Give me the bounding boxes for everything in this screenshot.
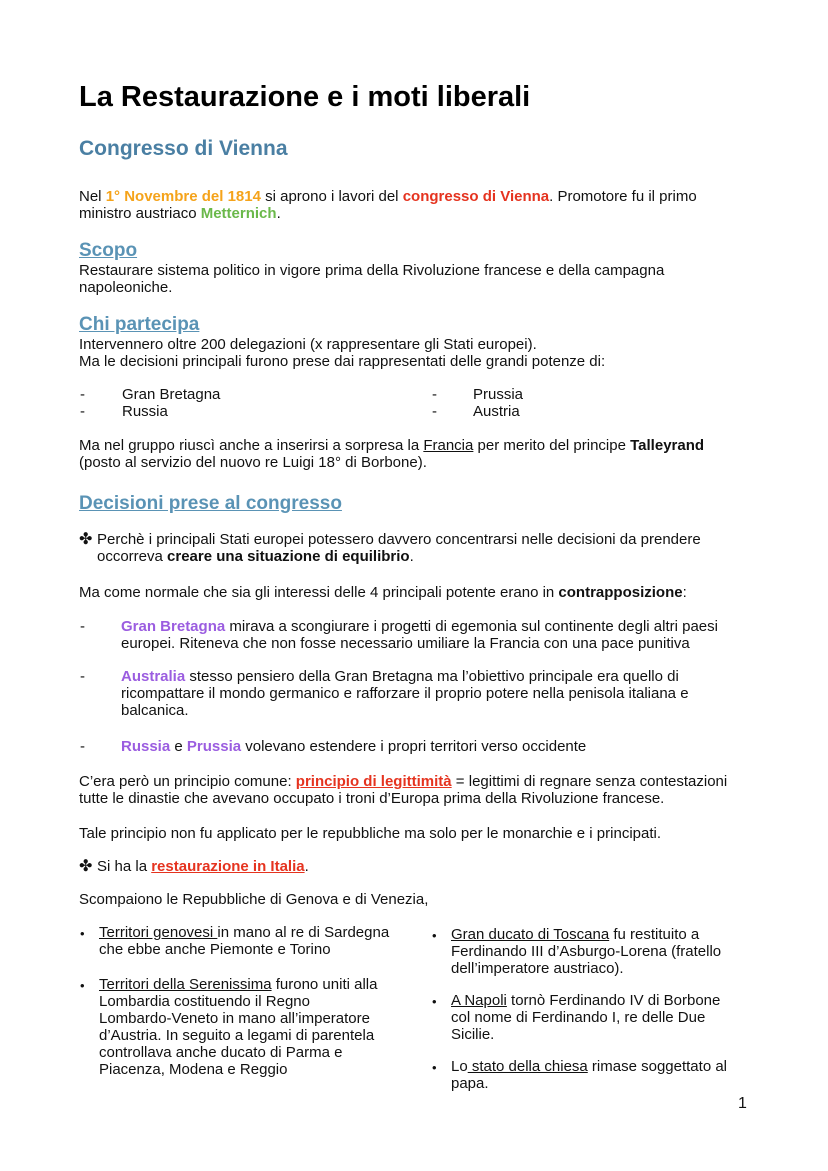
- napoli-item: [451, 992, 771, 1043]
- dash-marker: -: [80, 738, 85, 755]
- chiesa-item: [451, 1058, 771, 1092]
- dash-marker: -: [80, 668, 85, 685]
- text: Sicilie.: [451, 1026, 495, 1043]
- text: europei. Riteneva che non fosse necessario umiliare la Francia con una pace punitiva: [121, 635, 690, 652]
- legittimita-highlight: principio di legittimità: [295, 773, 452, 790]
- francia-paragraph: [79, 437, 769, 471]
- country-highlight: Prussia: [186, 738, 242, 755]
- page-number: 1: [738, 1095, 747, 1112]
- text: in mano al re di Sardegna: [217, 924, 390, 941]
- power-item: Russia: [122, 403, 168, 420]
- underlined-text: Territori della Serenissima: [99, 976, 272, 993]
- bold-text: contrapposizione: [558, 584, 683, 601]
- text: per merito del principe: [473, 437, 631, 454]
- text: mirava a scongiurare i progetti di egemonia sul continente degli altri paesi: [225, 618, 718, 635]
- text: Si ha la: [97, 858, 152, 875]
- flower-bullet-icon: ✤: [79, 858, 93, 875]
- text: fu restituito a: [609, 926, 700, 943]
- bullet-marker: •: [432, 1060, 437, 1075]
- text: stesso pensiero della Gran Bretagna ma l’obiettivo principale era quello di: [185, 668, 679, 685]
- text: Piacenza, Modena e Reggio: [99, 1061, 288, 1078]
- date-highlight: 1° Novembre del 1814: [105, 188, 261, 205]
- legittimita-paragraph: [79, 773, 769, 807]
- text: papa.: [451, 1075, 489, 1092]
- talleyrand-bold: Talleyrand: [630, 437, 705, 454]
- russia-prussia-item: [121, 738, 771, 755]
- text: Ferdinando III d’Asburgo-Lorena (fratello: [451, 943, 722, 960]
- text: balcanica.: [121, 702, 189, 719]
- text: tutte le dinastie che avevano occupato i troni d’Europa prima della Rivoluzione francese.: [79, 790, 665, 807]
- text: C’era però un principio comune:: [79, 773, 296, 790]
- text: col nome di Ferdinando I, re delle Due: [451, 1009, 706, 1026]
- restaurazione-highlight: restaurazione in Italia: [151, 858, 305, 875]
- power-item: Austria: [473, 403, 520, 420]
- contrapposizione-paragraph: [79, 584, 769, 601]
- text: dell’imperatore austriaco).: [451, 960, 624, 977]
- chi-partecipa-text: [79, 336, 769, 370]
- text: che ebbe anche Piemonte e Torino: [99, 941, 331, 958]
- text: ministro austriaco: [79, 205, 201, 222]
- text: (posto al servizio del nuovo re Luigi 18° di Borbone).: [79, 454, 427, 471]
- flower-bullet-icon: ✤: [79, 531, 93, 548]
- text: Lombardo-Veneto in mano all’imperatore: [99, 1010, 370, 1027]
- dash-marker: -: [80, 618, 85, 635]
- francia-underlined: Francia: [423, 437, 474, 454]
- bullet-marker: •: [80, 978, 85, 993]
- text: Intervennero oltre 200 delegazioni (x rappresentare gli Stati europei).: [79, 336, 537, 353]
- text: Perchè i principali Stati europei potessero davvero concentrarsi nelle decisioni da prendere: [97, 531, 701, 548]
- country-highlight: Australia: [121, 668, 186, 685]
- text: occorreva: [97, 548, 168, 565]
- text: d’Austria. In seguito a legami di parentela: [99, 1027, 375, 1044]
- restaurazione-line: [97, 858, 309, 875]
- text: :: [682, 584, 687, 601]
- text: = legittimi di regnare senza contestazioni: [451, 773, 728, 790]
- text: .: [276, 205, 281, 222]
- power-item: Prussia: [473, 386, 524, 403]
- text: Nel: [79, 188, 106, 205]
- text: . Promotore fu il primo: [549, 188, 697, 205]
- text: e: [170, 738, 187, 755]
- australia-item: [121, 668, 771, 719]
- bold-text: creare una situazione di equilibrio: [167, 548, 410, 565]
- text: volevano estendere i propri territori verso occidente: [241, 738, 587, 755]
- power-item: Gran Bretagna: [122, 386, 221, 403]
- text: .: [409, 548, 414, 565]
- text: napoleoniche.: [79, 279, 173, 296]
- dash-marker: -: [432, 386, 437, 403]
- text: .: [304, 858, 309, 875]
- scopo-text: [79, 262, 769, 296]
- scompaiono-paragraph: Scompaiono le Repubbliche di Genova e di Venezia,: [79, 891, 429, 908]
- text: Ma nel gruppo riuscì anche a inserirsi a sorpresa la: [79, 437, 424, 454]
- text: Lombardia costituendo il Regno: [99, 993, 310, 1010]
- underlined-text: Territori genovesi: [99, 924, 218, 941]
- congress-highlight: congresso di Vienna: [402, 188, 550, 205]
- section-heading: Congresso di Vienna: [79, 137, 288, 160]
- text: controllava anche ducato di Parma e: [99, 1044, 343, 1061]
- country-highlight: Russia: [121, 738, 171, 755]
- genovesi-item: [99, 924, 419, 958]
- toscana-item: [451, 926, 771, 977]
- text: furono uniti alla: [271, 976, 378, 993]
- bullet-marker: •: [432, 994, 437, 1009]
- text: tornò Ferdinando IV di Borbone: [506, 992, 721, 1009]
- bullet-marker: •: [432, 928, 437, 943]
- underlined-text: stato della chiesa: [467, 1058, 588, 1075]
- text: Ma le decisioni principali furono prese dai rappresentati delle grandi potenze di:: [79, 353, 606, 370]
- country-highlight: Gran Bretagna: [121, 618, 226, 635]
- underlined-text: A Napoli: [451, 992, 507, 1009]
- text: ricompattare il mondo germanico e rafforzare il proprio potere nella penisola italiana e: [121, 685, 689, 702]
- text: Restaurare sistema politico in vigore prima della Rivoluzione francese e della campagna: [79, 262, 665, 279]
- underlined-text: Gran ducato di Toscana: [451, 926, 610, 943]
- scopo-heading: Scopo: [79, 240, 138, 261]
- chi-partecipa-heading: Chi partecipa: [79, 314, 200, 335]
- text: Lo: [451, 1058, 468, 1075]
- dash-marker: -: [432, 403, 437, 420]
- text: si aprono i lavori del: [260, 188, 403, 205]
- decisioni-heading: Decisioni prese al congresso: [79, 493, 342, 514]
- serenissima-item: [99, 976, 419, 1078]
- intro-paragraph: [79, 188, 769, 222]
- equilibrio-paragraph: [97, 531, 777, 565]
- document-title: La Restaurazione e i moti liberali: [79, 81, 531, 113]
- text: rimase soggettato al: [587, 1058, 728, 1075]
- dash-marker: -: [80, 403, 85, 420]
- text: Ma come normale che sia gli interessi delle 4 principali potente erano in: [79, 584, 559, 601]
- gb-item: [121, 618, 771, 652]
- metternich-highlight: Metternich: [200, 205, 277, 222]
- tale-paragraph: Tale principio non fu applicato per le repubbliche ma solo per le monarchie e i principati.: [79, 825, 661, 842]
- bullet-marker: •: [80, 926, 85, 941]
- dash-marker: -: [80, 386, 85, 403]
